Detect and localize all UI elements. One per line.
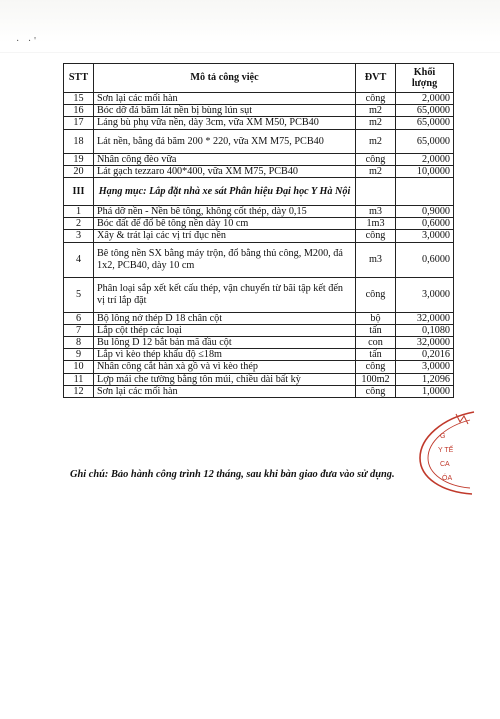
table-row — [64, 153, 454, 165]
cell-desc: Nhân công cắt hàn xà gồ và vì kèo thép — [94, 361, 356, 373]
cell-qty: 65,0000 — [396, 129, 454, 153]
cell-unit: tấn — [356, 324, 396, 336]
cell-unit: m2 — [356, 117, 396, 129]
cell-qty: 3,0000 — [396, 361, 454, 373]
cell-stt: 6 — [64, 312, 94, 324]
table-row — [64, 361, 454, 373]
cell-desc: Lợp mái che tường bằng tôn múi, chiều dài bất kỳ — [94, 373, 356, 385]
cell-qty: 0,2016 — [396, 349, 454, 361]
cell-unit: công — [356, 385, 396, 397]
cell-stt: 17 — [64, 117, 94, 129]
cell-desc: Nhân công đèo vữa — [94, 153, 356, 165]
cell-qty: 1,2096 — [396, 373, 454, 385]
cell-desc: Phân loại sắp xết kết cấu thép, vận chuyển từ bãi tập kết đến vị trí lắp đặt — [94, 277, 356, 312]
cell-desc: Sơn lại các mối hàn — [94, 385, 356, 397]
cell-desc: Lắp vì kèo thép khẩu độ ≤18m — [94, 349, 356, 361]
cell-desc: Lắp cột thép các loại — [94, 324, 356, 336]
cell-qty: 10,0000 — [396, 165, 454, 177]
table-row — [64, 324, 454, 336]
table-row — [64, 277, 454, 312]
cell-desc: Lát nền, bằng đá băm 200 * 220, vữa XM M75, PCB40 — [94, 129, 356, 153]
cell-stt: 18 — [64, 129, 94, 153]
cell-desc: Phá dỡ nền - Nền bê tông, không cốt thép, dày 0,15 — [94, 206, 356, 218]
cell-qty: 0,6000 — [396, 242, 454, 277]
cell-qty: 65,0000 — [396, 105, 454, 117]
scan-edge — [0, 52, 500, 53]
cell-desc: Sơn lại các mối hàn — [94, 93, 356, 105]
header-stt: STT — [64, 64, 94, 93]
table-row — [64, 242, 454, 277]
stamp-text-4: ÓA — [442, 475, 453, 482]
header-quantity-line1: Khối — [413, 66, 436, 78]
table-row — [64, 93, 454, 105]
cell-desc: Bê tông nền SX bằng máy trộn, đổ bằng thủ công, M200, đá 1x2, PCB40, dày 10 cm — [94, 242, 356, 277]
cell-stt: 11 — [64, 373, 94, 385]
cell-desc: Bóc dỡ đá băm lát nền bị bùng lún sụt — [94, 105, 356, 117]
cell-qty: 0,9000 — [396, 206, 454, 218]
work-items-table — [63, 63, 454, 398]
cell-unit: công — [356, 153, 396, 165]
cell-unit: m2 — [356, 105, 396, 117]
cell-stt: 9 — [64, 349, 94, 361]
cell-qty-empty — [396, 178, 454, 206]
cell-desc: Láng bù phụ vữa nền, dày 3cm, vữa XM M50, PCB40 — [94, 117, 356, 129]
table-row — [64, 337, 454, 349]
cell-stt: 8 — [64, 337, 94, 349]
cell-unit: m3 — [356, 242, 396, 277]
table-row — [64, 349, 454, 361]
cell-unit: m3 — [356, 206, 396, 218]
cell-stt: 15 — [64, 93, 94, 105]
cell-qty: 32,0000 — [396, 337, 454, 349]
section-row — [64, 178, 454, 206]
cell-desc: Xây & trát lại các vị trí đục nền — [94, 230, 356, 242]
cell-stt: 5 — [64, 277, 94, 312]
cell-stt: 20 — [64, 165, 94, 177]
header-quantity — [396, 64, 454, 93]
cell-unit: m2 — [356, 129, 396, 153]
cell-stt: 4 — [64, 242, 94, 277]
header-quantity-line2: lượng — [411, 78, 438, 89]
cell-qty: 3,0000 — [396, 277, 454, 312]
table-row — [64, 230, 454, 242]
warranty-note: Ghi chú: Bảo hành công trình 12 tháng, sau khi bàn giao đưa vào sử dụng. — [70, 469, 395, 480]
cell-qty: 0,6000 — [396, 218, 454, 230]
cell-desc: Lát gạch tezzaro 400*400, vữa XM M75, PCB40 — [94, 165, 356, 177]
cell-qty: 0,1080 — [396, 324, 454, 336]
table-row — [64, 105, 454, 117]
cell-stt: 3 — [64, 230, 94, 242]
cell-stt: 16 — [64, 105, 94, 117]
cell-stt: 1 — [64, 206, 94, 218]
table-row — [64, 385, 454, 397]
cell-stt: 10 — [64, 361, 94, 373]
table-header-row — [64, 64, 454, 93]
cell-qty: 65,0000 — [396, 117, 454, 129]
cell-unit: 100m2 — [356, 373, 396, 385]
table-row — [64, 373, 454, 385]
cell-stt: 12 — [64, 385, 94, 397]
stamp-text-1: G — [440, 433, 446, 440]
cell-qty: 2,0000 — [396, 93, 454, 105]
cell-stt: 2 — [64, 218, 94, 230]
cell-stt: 19 — [64, 153, 94, 165]
cell-qty: 32,0000 — [396, 312, 454, 324]
header-description: Mô tả công việc — [94, 64, 356, 93]
cell-qty: 2,0000 — [396, 153, 454, 165]
table-row — [64, 206, 454, 218]
section-title: Hạng mục: Lắp đặt nhà xe sát Phân hiệu Đại học Y Hà Nội — [94, 178, 356, 206]
cell-desc: Bóc đất để đổ bê tông nền dày 10 cm — [94, 218, 356, 230]
corner-mark: · ·' — [16, 36, 39, 47]
table-row — [64, 129, 454, 153]
cell-unit-empty — [356, 178, 396, 206]
cell-unit: m2 — [356, 165, 396, 177]
cell-stt: 7 — [64, 324, 94, 336]
section-number: III — [64, 178, 94, 206]
cell-desc: Bu lông D 12 bắt bản mã đầu cột — [94, 337, 356, 349]
table-row — [64, 117, 454, 129]
stamp-text-3: CA — [440, 461, 450, 468]
cell-qty: 3,0000 — [396, 230, 454, 242]
stamp-text-2: Y TẾ — [438, 447, 454, 454]
official-stamp — [412, 408, 482, 496]
cell-desc: Bộ lông nở thép D 18 chân cột — [94, 312, 356, 324]
cell-unit: tấn — [356, 349, 396, 361]
cell-unit: công — [356, 93, 396, 105]
cell-unit: 1m3 — [356, 218, 396, 230]
cell-unit: bộ — [356, 312, 396, 324]
cell-unit: công — [356, 277, 396, 312]
cell-unit: công — [356, 361, 396, 373]
cell-unit: con — [356, 337, 396, 349]
table-row — [64, 218, 454, 230]
header-unit: ĐVT — [356, 64, 396, 93]
cell-unit: công — [356, 230, 396, 242]
table-row — [64, 165, 454, 177]
table-row — [64, 312, 454, 324]
cell-qty: 1,0000 — [396, 385, 454, 397]
